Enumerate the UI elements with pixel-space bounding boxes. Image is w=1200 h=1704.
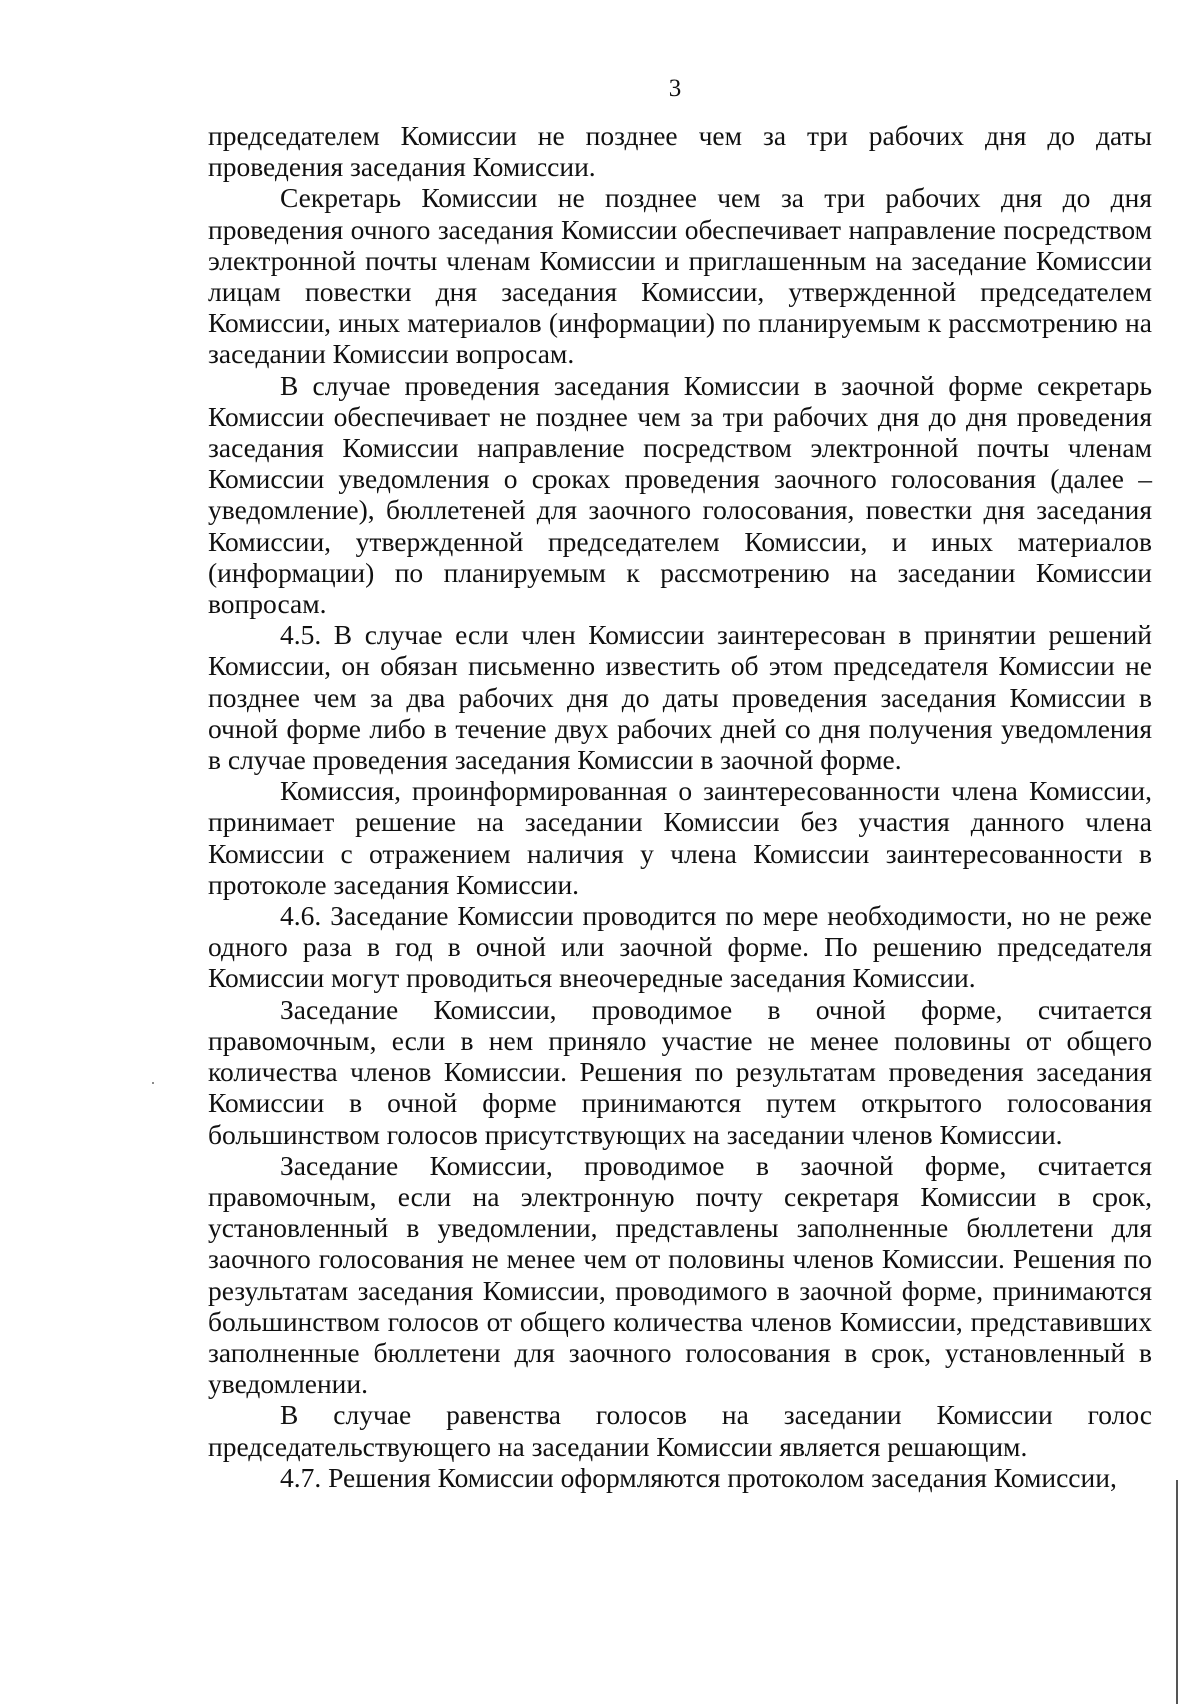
paragraph-continuation: председателем Комиссии не позднее чем за три рабочих дня до даты проведения заседания Комиссии.	[208, 120, 1152, 183]
paragraph-secretary-notice: Секретарь Комиссии не позднее чем за три рабочих дня до дня проведения очного заседания Комиссии обеспечивает направление посредством электронной почты членам Комиссии и приглашенным на заседание Комиссии лицам повестки дня заседания Комиссии, утвержденной председателем Комиссии, иных материалов (информации) по планируемым к рассмотрению на заседании Комиссии вопросам.	[208, 182, 1152, 370]
page-number: 3	[668, 75, 682, 102]
paragraph-4-5-interest: 4.5. В случае если член Комиссии заинтересован в принятии решений Комиссии, он обязан письменно известить об этом председателя Комиссии не позднее чем за два рабочих дня до даты проведения заседания Комиссии в очной форме либо в течение двух рабочих дней со дня получения уведомления в случае проведения заседания Комиссии в заочной форме.	[208, 619, 1152, 776]
scan-edge-line	[1176, 1480, 1178, 1704]
document-body	[208, 120, 1152, 1493]
paragraph-informed-commission: Комиссия, проинформированная о заинтересованности члена Комиссии, принимает решение на заседании Комиссии без участия данного члена Комиссии с отражением наличия у члена Комиссии заинтересованности в протоколе заседания Комиссии.	[208, 775, 1152, 900]
paragraph-tie-vote: В случае равенства голосов на заседании Комиссии голос председательствующего на заседании Комиссии является решающим.	[208, 1399, 1152, 1462]
paragraph-absentee-meeting: В случае проведения заседания Комиссии в заочной форме секретарь Комиссии обеспечивает не позднее чем за три рабочих дня до дня проведения заседания Комиссии направление посредством электронной почты членам Комиссии уведомления о сроках проведения заочного голосования (далее – уведомление), бюллетеней для заочного голосования, повестки дня заседания Комиссии, утвержденной председателем Комиссии, и иных материалов (информации) по планируемым к рассмотрению на заседании Комиссии вопросам.	[208, 369, 1152, 620]
paragraph-in-person-quorum: Заседание Комиссии, проводимое в очной форме, считается правомочным, если в нем приняло участие не менее половины от общего количества членов Комиссии. Решения по результатам проведения заседания Комиссии в очной форме принимаются путем открытого голосования большинством голосов присутствующих на заседании членов Комиссии.	[208, 993, 1152, 1150]
paragraph-absentee-quorum: Заседание Комиссии, проводимое в заочной форме, считается правомочным, если на электронную почту секретаря Комиссии в срок, установленный в уведомлении, представлены заполненные бюллетени для заочного голосования не менее чем от половины членов Комиссии. Решения по результатам заседания Комиссии, проводимого в заочной форме, принимаются большинством голосов от общего количества членов Комиссии, представивших заполненные бюллетени для заочного голосования в срок, установленный в уведомлении.	[208, 1149, 1152, 1400]
scan-speck	[152, 1082, 154, 1084]
paragraph-4-6-frequency: 4.6. Заседание Комиссии проводится по мере необходимости, но не реже одного раза в год в очной или заочной форме. По решению председателя Комиссии могут проводиться внеочередные заседания Комиссии.	[208, 900, 1152, 994]
paragraph-4-7-minutes: 4.7. Решения Комиссии оформляются протоколом заседания Комиссии,	[280, 1461, 1117, 1493]
